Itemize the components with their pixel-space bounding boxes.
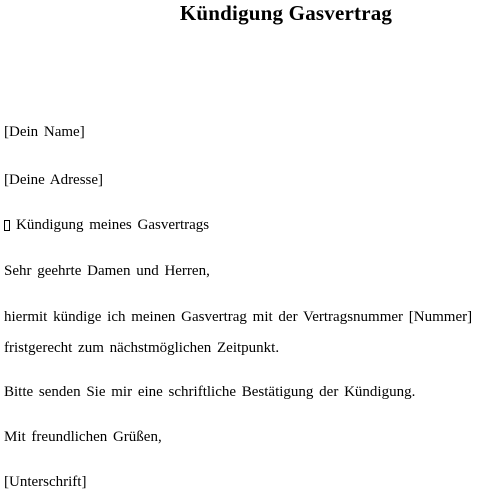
salutation: Sehr geehrte Damen und Herren, (4, 263, 210, 279)
subject-line (4, 216, 209, 234)
missing-glyph-box-icon (4, 220, 10, 231)
body-line-2: fristgerecht zum nächstmöglichen Zeitpunkt. (4, 340, 280, 356)
request-line: Bitte senden Sie mir eine schriftliche Bestätigung der Kündigung. (4, 384, 416, 400)
body-line-1: hiermit kündige ich meinen Gasvertrag mit der Vertragsnummer [Nummer] (4, 309, 473, 325)
sender-address: [Deine Adresse] (4, 172, 104, 188)
closing-line: Mit freundlichen Grüßen, (4, 429, 162, 445)
subject-text: Kündigung meines Gasvertrags (16, 217, 210, 233)
sender-name: [Dein Name] (4, 124, 85, 140)
document-title: Kündigung Gasvertrag (179, 1, 393, 25)
signature-placeholder: [Unterschrift] (4, 474, 87, 490)
